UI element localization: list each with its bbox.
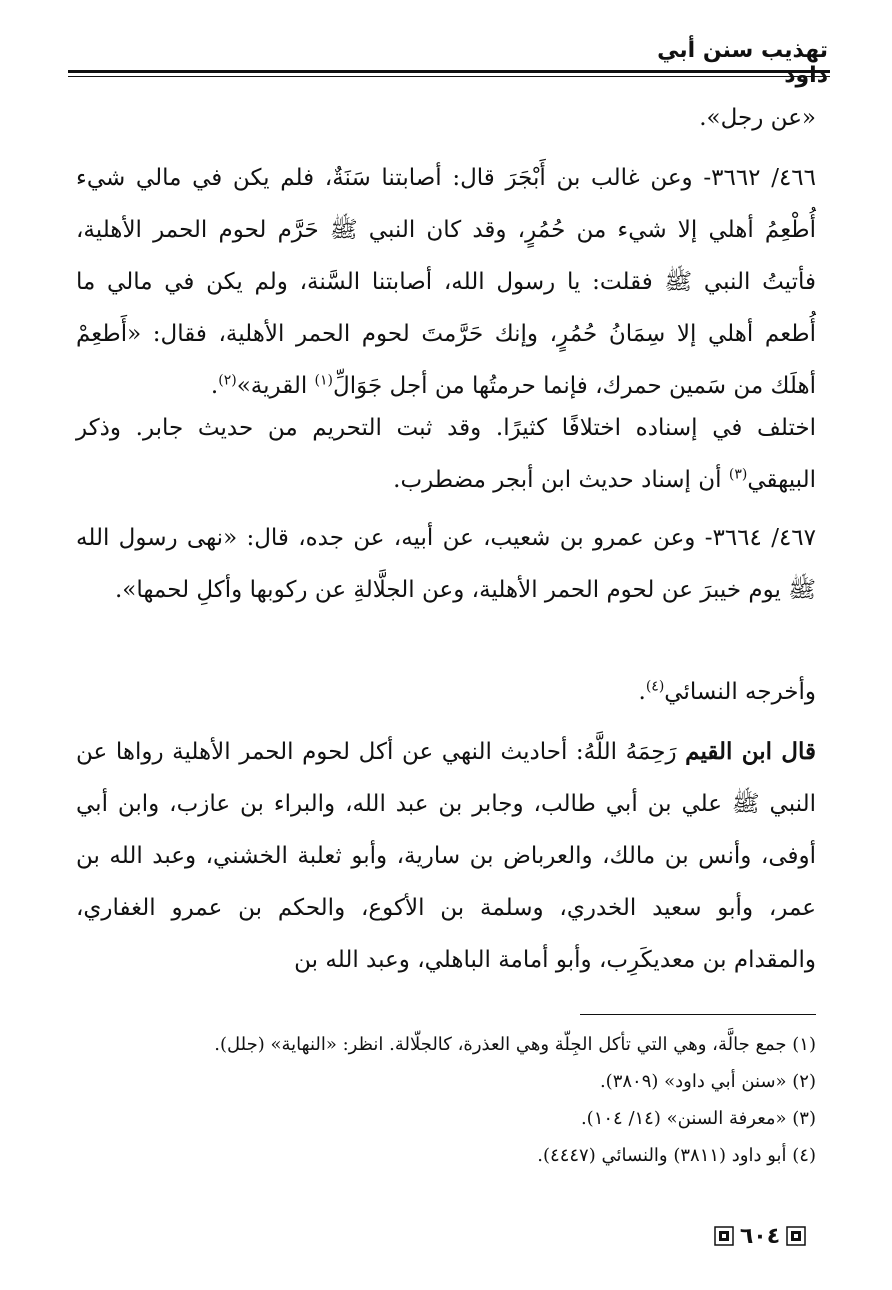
header-rule-thin	[68, 76, 830, 77]
commentary-text: اختلف في إسناده اختلافًا كثيرًا. وقد ثبت التحريم من حديث جابر. وذكر البيهقي	[76, 415, 816, 493]
honorific: رَحِمَهُ اللَّهُ	[583, 739, 686, 765]
hadith-text-end: .	[210, 373, 219, 399]
hadith-text-mid: القرية»	[236, 373, 315, 399]
footnote-ref-2[interactable]: (٢)	[218, 372, 237, 389]
footnote-ref-4[interactable]: (٤)	[645, 678, 665, 695]
footnote-separator	[580, 1014, 816, 1015]
page-number-block	[700, 1220, 820, 1252]
ibn-qayyim-text: : أحاديث النهي عن أكل لحوم الحمر الأهلية رواها عن النبي ﷺ علي بن أبي طالب، وجابر بن عبد الله، والبراء بن عازب، وابن أبي أوفى، وأنس بن مالك، والعرباض بن سارية، وأبو ثعلبة الخشني، وعبد الله بن عمر، وأبو سعيد الخدري، وسلمة بن الأكوع، والحكم بن عمرو الغفاري، والمقدام بن معديكَرِب، وأبو أمامة الباهلي، وعبد الله بن	[76, 739, 816, 973]
header-rule	[68, 70, 830, 73]
hadith-467	[76, 512, 816, 616]
speaker-label: قال ابن القيم	[685, 738, 816, 765]
running-header-title: تهذيب سنن أبي	[657, 38, 828, 63]
ornament-icon	[786, 1226, 806, 1246]
takhrij-text-end: .	[638, 679, 646, 705]
footnote-ref-3[interactable]: (٣)	[728, 466, 748, 483]
hadith-text: ٤٦٧/ ٣٦٦٤- وعن عمرو بن شعيب، عن أبيه، عن جده، قال: «نهى رسول الله ﷺ يوم خيبرَ عن لحوم الحمر الأهلية، وعن الجلَّالةِ عن ركوبها وأكلِ لحمها».	[76, 525, 816, 603]
commentary-text-end: أن إسناد حديث ابن أبجر مضطرب.	[393, 467, 729, 493]
paragraph-continuation	[76, 92, 816, 144]
hadith-466	[76, 152, 816, 412]
footnote-ref-1[interactable]: (١)	[314, 372, 334, 389]
takhrij-paragraph	[76, 666, 816, 718]
commentary-paragraph	[76, 402, 816, 506]
page-number: ٦٠٤	[739, 1223, 781, 1249]
footnote-1: (١) جمع جالَّة، وهي التي تأكل الجِلّة وهي العذرة، كالجلّالة. انظر: «النهاية» (جلل).	[214, 1034, 816, 1055]
ibn-qayyim-paragraph	[76, 726, 816, 986]
footnote-2: (٢) «سنن أبي داود» (٣٨٠٩).	[599, 1071, 816, 1092]
hadith-text: ٤٦٦/ ٣٦٦٢- وعن غالب بن أَبْجَرَ قال: أصابتنا سَنَةٌ، فلم يكن في مالي شيء أُطْعِمُ أهلي إلا شيء من حُمُرٍ، وقد كان النبي ﷺ حَرَّم لحوم الحمر الأهلية، فأتيتُ النبي ﷺ فقلت: يا رسول الله، أصابتنا السَّنة، ولم يكن في مالي ما أُطعم أهلي إلا سِمَانُ حُمُرٍ، وإنك حَرَّمتَ لحوم الحمر الأهلية، فقال: «أَطعِمْ أهلَك من سَمين حمرك، فإنما حرمتُها من أجل جَوَالِّ	[76, 165, 817, 399]
ornament-icon	[714, 1226, 734, 1246]
paragraph-text: «عن رجل».	[699, 105, 816, 131]
footnotes	[76, 1026, 816, 1174]
takhrij-text: وأخرجه النسائي	[664, 679, 816, 705]
footnote-4: (٤) أبو داود (٣٨١١) والنسائي (٤٤٤٧).	[537, 1145, 816, 1166]
footnote-3: (٣) «معرفة السنن» (١٤/ ١٠٤).	[580, 1108, 816, 1129]
